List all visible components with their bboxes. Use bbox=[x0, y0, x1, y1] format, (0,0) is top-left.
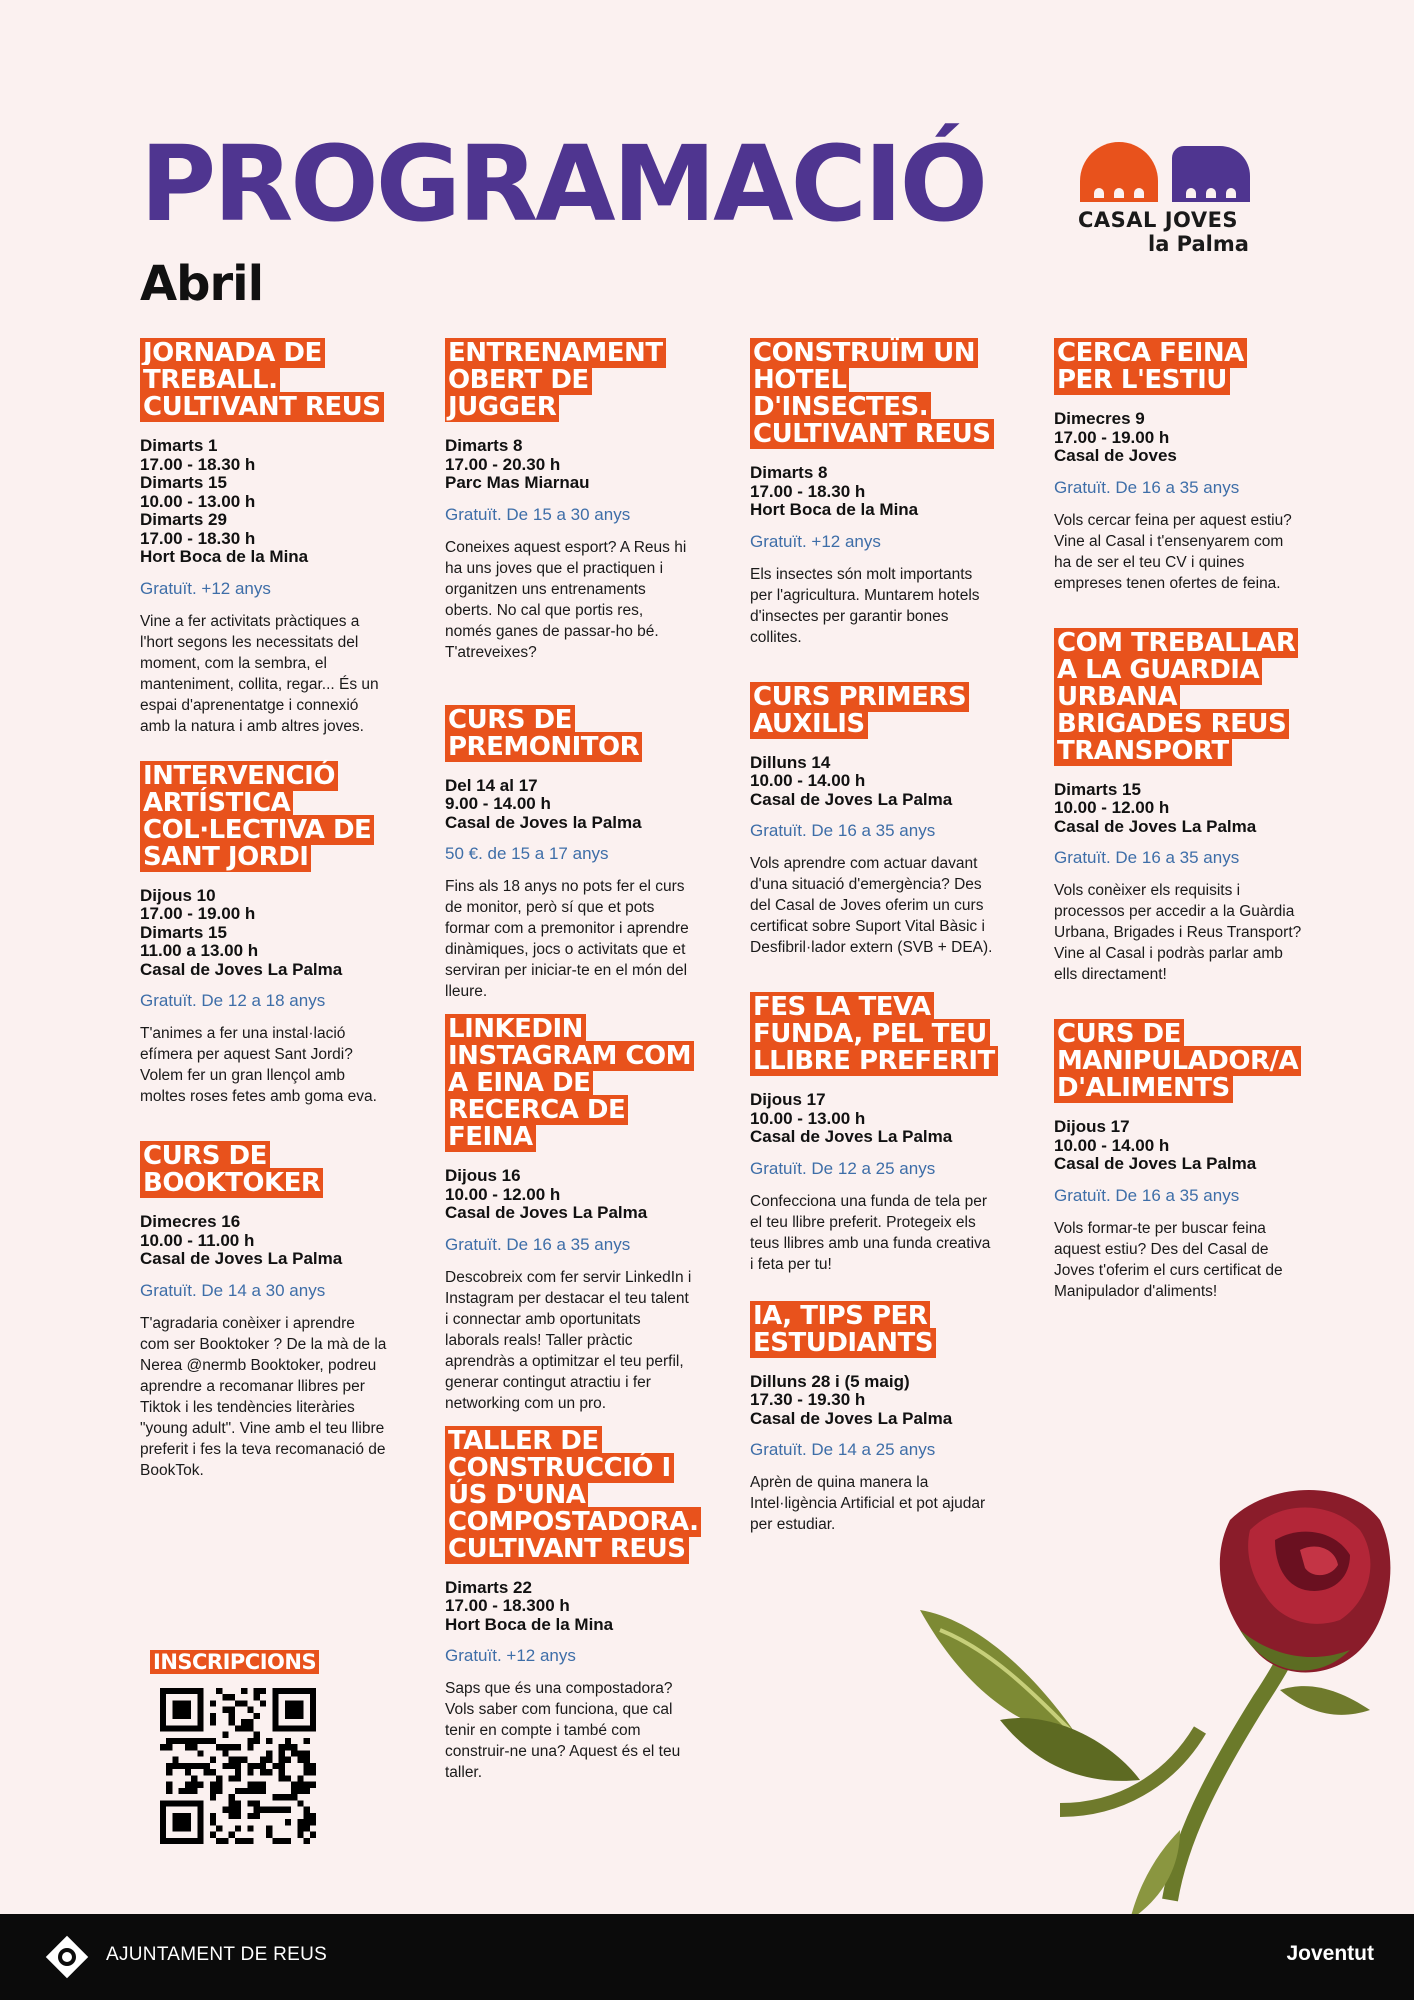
event-card bbox=[750, 681, 998, 959]
event-price: Gratuït. De 12 a 25 anys bbox=[750, 1158, 936, 1178]
event-title-text: CURS PRIMERS AUXILIS bbox=[750, 682, 969, 739]
event-price: Gratuït. De 16 a 35 anys bbox=[1054, 1185, 1240, 1205]
page-title: PROGRAMACIÓ bbox=[140, 123, 986, 245]
event-title bbox=[750, 994, 998, 1075]
event-price: Gratuït. +12 anys bbox=[445, 1646, 576, 1665]
event-description: Coneixes aquest esport? A Reus hi ha uns joves que el practiquen i organitzen uns entrenaments oberts. No cal que portis res, només ganes de passar-ho bé. T'atreveixes? bbox=[445, 538, 687, 661]
event-card bbox=[445, 704, 693, 1003]
logo-window-icon bbox=[1186, 188, 1196, 198]
registration-qr-code[interactable] bbox=[160, 1688, 316, 1844]
casal-joves-logo bbox=[1078, 138, 1258, 258]
event-price: Gratuït. De 15 a 30 anys bbox=[445, 504, 631, 524]
logo-window-icon bbox=[1094, 188, 1104, 198]
event-price: Gratuït. De 16 a 35 anys bbox=[1054, 848, 1240, 867]
event-title bbox=[750, 681, 998, 739]
event-schedule: Dijous 16 10.00 - 12.00 h Casal de Joves La Palma bbox=[445, 1166, 648, 1222]
event-schedule: Dilluns 14 10.00 - 14.00 h Casal de Joves La Palma bbox=[750, 752, 953, 809]
ajuntament-seal-icon bbox=[42, 1932, 92, 1982]
event-price: 50 €. de 15 a 17 anys bbox=[445, 844, 609, 863]
event-title bbox=[445, 704, 693, 762]
event-schedule: Dimarts 22 17.00 - 18.300 h Hort Boca de la Mina bbox=[445, 1577, 614, 1634]
event-title-text: ENTRENAMENT OBERT DE JUGGER bbox=[445, 338, 666, 422]
event-schedule: Dimecres 16 10.00 - 11.00 h Casal de Joves La Palma bbox=[140, 1212, 343, 1268]
event-card bbox=[1054, 340, 1302, 594]
rose-illustration bbox=[880, 1480, 1414, 1920]
events-column-2 bbox=[445, 338, 699, 1783]
event-title bbox=[750, 1300, 998, 1358]
event-card bbox=[750, 994, 998, 1275]
footer-bar bbox=[0, 1914, 1414, 2000]
event-card bbox=[750, 340, 998, 648]
event-card bbox=[1054, 627, 1302, 986]
event-description: Vols formar-te per buscar feina aquest estiu? Des del Casal de Joves t'oferim el curs certificat de Manipulador d'aliments! bbox=[1054, 1219, 1283, 1300]
event-title-text: FES LA TEVA FUNDA, PEL TEU LLIBRE PREFERIT bbox=[750, 992, 998, 1076]
event-description: T'animes a fer una instal·lació efímera per aquest Sant Jordi? Volem fer un gran llençol amb moltes roses fetes amb goma eva. bbox=[140, 1025, 377, 1105]
event-title bbox=[445, 1425, 699, 1564]
event-title bbox=[750, 340, 998, 448]
registration-label: INSCRIPCIONS bbox=[150, 1650, 319, 1674]
event-title-text: INTERVENCIÓ ARTÍSTICA COL·LECTIVA DE SANT JORDI bbox=[140, 761, 374, 872]
event-schedule: Dijous 17 10.00 - 14.00 h Casal de Joves La Palma bbox=[1054, 1117, 1257, 1173]
event-title-text: COM TREBALLAR A LA GUARDIA URBANA BRIGADES REUS TRANSPORT bbox=[1054, 628, 1298, 766]
event-schedule: Dimecres 9 17.00 - 19.00 h Casal de Joves bbox=[1054, 409, 1177, 465]
events-column-3 bbox=[750, 340, 998, 1535]
event-title bbox=[140, 1143, 388, 1197]
event-description: Vols cercar feina per aquest estiu? Vine al Casal i t'ensenyarem com ha de ser el teu CV i quines empreses tenen ofertes de feina. bbox=[1054, 511, 1292, 592]
event-description: T'agradaria conèixer i aprendre com ser Booktoker ? De la mà de la Nerea @nermb Booktoker, podreu aprendre a recomanar llibres per Tiktok i les tendències literàries "young adult". Vine amb el teu llibre preferit i fes la teva recomanació de BookTok. bbox=[140, 1314, 387, 1479]
logo-window-icon bbox=[1134, 188, 1144, 198]
event-price: Gratuït. De 16 a 35 anys bbox=[750, 821, 936, 840]
month-heading: Abril bbox=[140, 256, 264, 312]
event-card bbox=[140, 1143, 388, 1481]
event-title-text: CERCA FEINA PER L'ESTIU bbox=[1054, 338, 1247, 395]
event-schedule: Dijous 10 17.00 - 19.00 h Dimarts 15 11.00 a 13.00 h Casal de Joves La Palma bbox=[140, 885, 343, 979]
ajuntament-name: AJUNTAMENT DE REUS bbox=[106, 1944, 328, 1965]
registration-section bbox=[150, 1650, 330, 1674]
event-card bbox=[140, 760, 388, 1108]
event-title bbox=[1054, 1021, 1302, 1102]
event-schedule: Dimarts 8 17.00 - 18.30 h Hort Boca de la Mina bbox=[750, 463, 919, 519]
event-title bbox=[445, 1016, 693, 1151]
event-schedule: Del 14 al 17 9.00 - 14.00 h Casal de Joves la Palma bbox=[445, 775, 642, 832]
event-price: Gratuït. De 12 a 18 anys bbox=[140, 991, 326, 1010]
event-schedule: Dilluns 28 i (5 maig) 17.30 - 19.30 h Casal de Joves La Palma bbox=[750, 1371, 953, 1428]
event-schedule: Dimarts 1 17.00 - 18.30 h Dimarts 15 10.00 - 13.00 h Dimarts 29 17.00 - 18.30 h Hort Boca de la Mina bbox=[140, 436, 309, 566]
logo-text-line1: CASAL JOVES bbox=[1078, 208, 1239, 232]
event-title-text: JORNADA DE TREBALL. CULTIVANT REUS bbox=[140, 338, 384, 422]
logo-text-line2: la Palma bbox=[1148, 232, 1249, 256]
event-schedule: Dimarts 15 10.00 - 12.00 h Casal de Joves La Palma bbox=[1054, 779, 1257, 836]
event-card bbox=[445, 1425, 699, 1784]
events-column-1 bbox=[140, 340, 388, 1481]
event-description: Els insectes són molt importants per l'agricultura. Muntarem hotels d'insectes per garantir bones collites. bbox=[750, 565, 980, 646]
logo-window-icon bbox=[1226, 188, 1236, 198]
event-description: Vols aprendre com actuar davant d'una situació d'emergència? Des del Casal de Joves oferim un curs certificat sobre Suport Vital Bàsic i Desfibril·lador extern (SVB + DEA). bbox=[750, 855, 993, 956]
event-schedule: Dijous 17 10.00 - 13.00 h Casal de Joves La Palma bbox=[750, 1090, 953, 1146]
event-card bbox=[140, 340, 388, 737]
event-title-text: IA, TIPS PER ESTUDIANTS bbox=[750, 1301, 936, 1358]
event-card bbox=[1054, 1021, 1302, 1302]
department-name: Joventut bbox=[1286, 1942, 1374, 1965]
event-schedule: Dimarts 8 17.00 - 20.30 h Parc Mas Miarnau bbox=[445, 436, 590, 492]
event-title bbox=[445, 340, 693, 421]
event-card bbox=[445, 1016, 693, 1414]
events-column-4 bbox=[1054, 340, 1302, 1302]
event-price: Gratuït. De 16 a 35 anys bbox=[445, 1234, 631, 1254]
event-title bbox=[140, 760, 388, 872]
event-price: Gratuït. +12 anys bbox=[750, 531, 881, 551]
event-title bbox=[1054, 340, 1302, 394]
event-description: Descobreix com fer servir LinkedIn i Instagram per destacar el teu talent i connectar amb oportunitats laborals reals! Taller pràctic aprendràs a optimitzar el teu perfil, generar contingut atractiu i fer networking com un pro. bbox=[445, 1268, 692, 1412]
event-price: Gratuït. De 14 a 25 anys bbox=[750, 1440, 936, 1459]
event-title-text: CURS DE PREMONITOR bbox=[445, 705, 642, 762]
event-price: Gratuït. De 14 a 30 anys bbox=[140, 1280, 326, 1300]
event-title-text: TALLER DE CONSTRUCCIÓ I ÚS D'UNA COMPOSTADORA. CULTIVANT REUS bbox=[445, 1426, 701, 1564]
event-description: Aprèn de quina manera la Intel·ligència Artificial et pot ajudar per estudiar. bbox=[750, 1474, 986, 1533]
event-description: Confecciona una funda de tela per el teu llibre preferit. Protegeix els teus llibres amb una funda creativa i feta per tu! bbox=[750, 1192, 991, 1273]
event-title-text: CONSTRUÏM UN HOTEL D'INSECTES. CULTIVANT REUS bbox=[750, 338, 994, 449]
event-title-text: LINKEDIN INSTAGRAM COM A EINA DE RECERCA DE FEINA bbox=[445, 1014, 694, 1152]
event-description: Fins als 18 anys no pots fer el curs de monitor, però sí que et pots formar com a premonitor i aprendre dinàmiques, jocs o activitats que et serviran per iniciar-te en el món del lleure. bbox=[445, 878, 689, 1000]
event-description: Vols conèixer els requisits i processos per accedir a la Guàrdia Urbana, Brigades i Reus Transport? Vine al Casal i podràs parlar amb ells directament! bbox=[1054, 882, 1302, 983]
event-title bbox=[140, 340, 388, 421]
event-title-text: CURS DE MANIPULADOR/A D'ALIMENTS bbox=[1054, 1019, 1301, 1103]
event-price: Gratuït. De 16 a 35 anys bbox=[1054, 477, 1240, 497]
logo-window-icon bbox=[1114, 188, 1124, 198]
event-price: Gratuït. +12 anys bbox=[140, 578, 271, 598]
event-card bbox=[445, 340, 693, 663]
event-title-text: CURS DE BOOKTOKER bbox=[140, 1141, 323, 1198]
logo-window-icon bbox=[1206, 188, 1216, 198]
event-title bbox=[1054, 627, 1302, 766]
event-description: Vine a fer activitats pràctiques a l'hort segons les necessitats del moment, com la sembra, el manteniment, collita, regar... És un espai d'aprenentatge i connexió amb la natura i amb altres joves. bbox=[140, 612, 379, 735]
event-description: Saps que és una compostadora? Vols saber com funciona, que cal tenir en compte i també com construir-ne una? Aquest és el teu taller. bbox=[445, 1680, 681, 1781]
